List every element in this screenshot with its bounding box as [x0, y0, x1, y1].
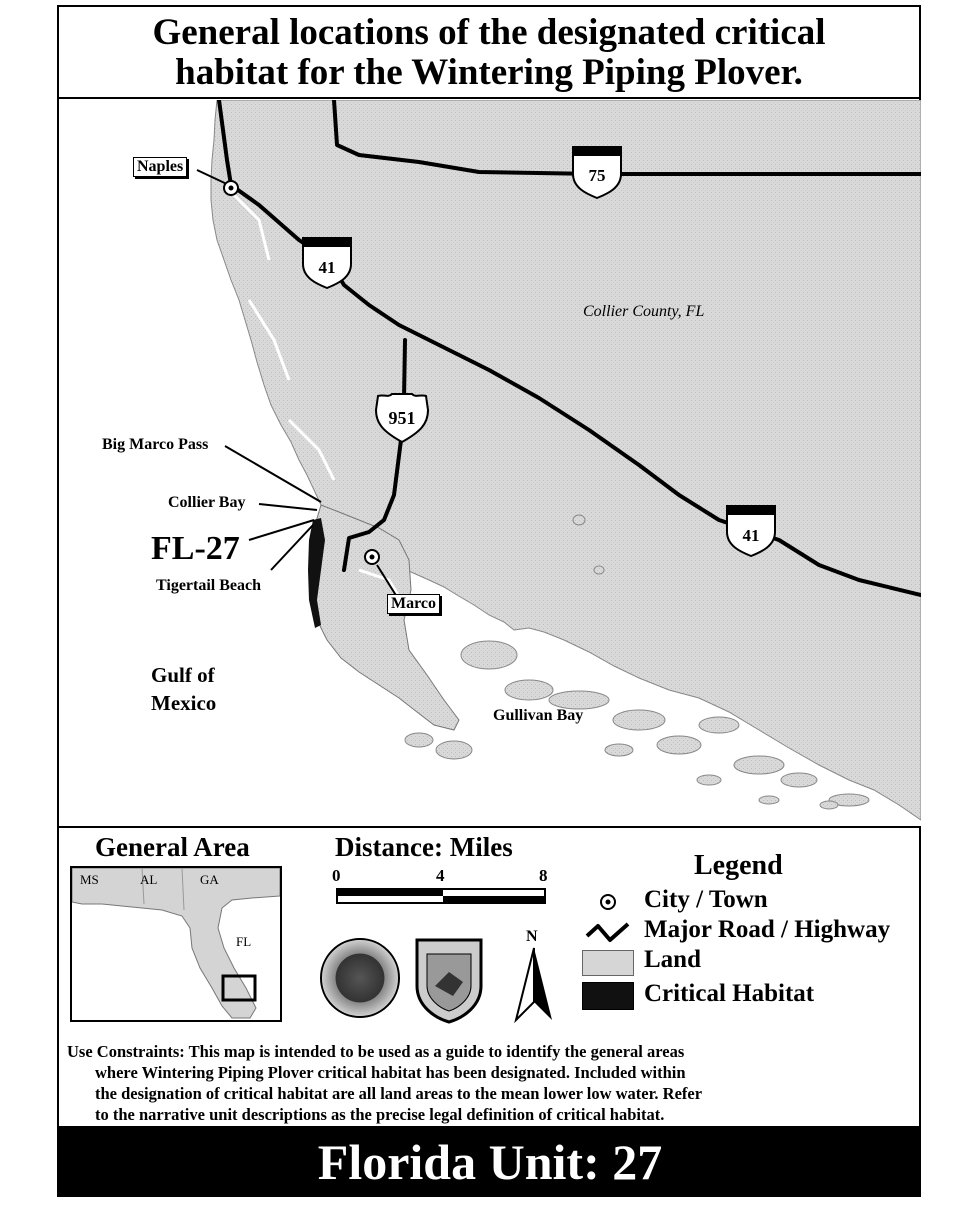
legend-label-road: Major Road / Highway	[644, 916, 891, 943]
shield-i41-south-number: 41	[742, 526, 760, 545]
distance-title: Distance: Miles	[335, 832, 513, 862]
use-constraints-line-2: where Wintering Piping Plover critical habitat has been designated. Included within	[95, 1063, 686, 1082]
north-arrow-icon	[512, 928, 556, 1024]
map-title	[59, 7, 919, 99]
use-constraints-line-4: to the narrative unit descriptions as the precise legal definition of critical habitat.	[95, 1105, 665, 1124]
marco-marker	[365, 550, 379, 564]
city-label-naples: Naples	[133, 157, 187, 177]
label-gulf-line-1: Gulf of	[151, 663, 215, 687]
label-collier-bay: Collier Bay	[168, 494, 246, 511]
legend-habitat-swatch	[582, 982, 634, 1010]
legend-title: Legend	[694, 850, 783, 881]
scale-tick-0: 0	[332, 866, 341, 885]
legend-label-habitat: Critical Habitat	[644, 980, 815, 1007]
fws-seal-icon	[413, 936, 485, 1024]
shield-i75-number: 75	[588, 166, 606, 185]
naples-marker	[224, 181, 238, 195]
state-label-fl: FL	[236, 934, 252, 949]
use-constraints	[67, 1041, 917, 1125]
use-constraints-line-3: the designation of critical habitat are all land areas to the mean lower low water. Refer	[95, 1084, 703, 1103]
shield-951-number: 951	[388, 408, 416, 428]
unit-footer: Florida Unit: 27	[59, 1126, 921, 1196]
general-area-title: General Area	[95, 832, 250, 862]
legend-label-land: Land	[644, 946, 701, 973]
unit-code-label: FL-27	[151, 530, 240, 567]
legend-label-city: City / Town	[644, 886, 768, 913]
label-tigertail-beach: Tigertail Beach	[156, 577, 262, 594]
north-label: N	[526, 928, 538, 945]
city-label-marco: Marco	[387, 594, 440, 614]
doi-seal-icon	[320, 938, 400, 1018]
state-label-ga: GA	[200, 872, 219, 887]
scale-tick-8: 8	[539, 866, 548, 885]
shield-i41-north-number: 41	[318, 258, 336, 277]
title-line-1: General locations of the designated critical	[152, 12, 826, 53]
scale-bar	[336, 888, 546, 904]
state-label-al: AL	[140, 872, 158, 887]
map-graphic	[59, 100, 921, 828]
legend-road-icon	[584, 920, 632, 946]
state-label-ms: MS	[80, 872, 99, 887]
locator-map	[70, 866, 282, 1022]
label-gullivan-bay: Gullivan Bay	[493, 707, 584, 724]
main-map	[59, 100, 921, 828]
legend-city-icon	[598, 892, 618, 912]
label-gulf-line-2: Mexico	[151, 691, 217, 715]
scale-tick-4: 4	[436, 866, 445, 885]
title-line-2: habitat for the Wintering Piping Plover.	[175, 52, 803, 93]
county-label: Collier County, FL	[583, 303, 705, 320]
legend-land-swatch	[582, 950, 634, 976]
label-big-marco-pass: Big Marco Pass	[102, 436, 209, 453]
use-constraints-line-1: Use Constraints: This map is intended to be used as a guide to identify the general areas	[67, 1042, 685, 1061]
